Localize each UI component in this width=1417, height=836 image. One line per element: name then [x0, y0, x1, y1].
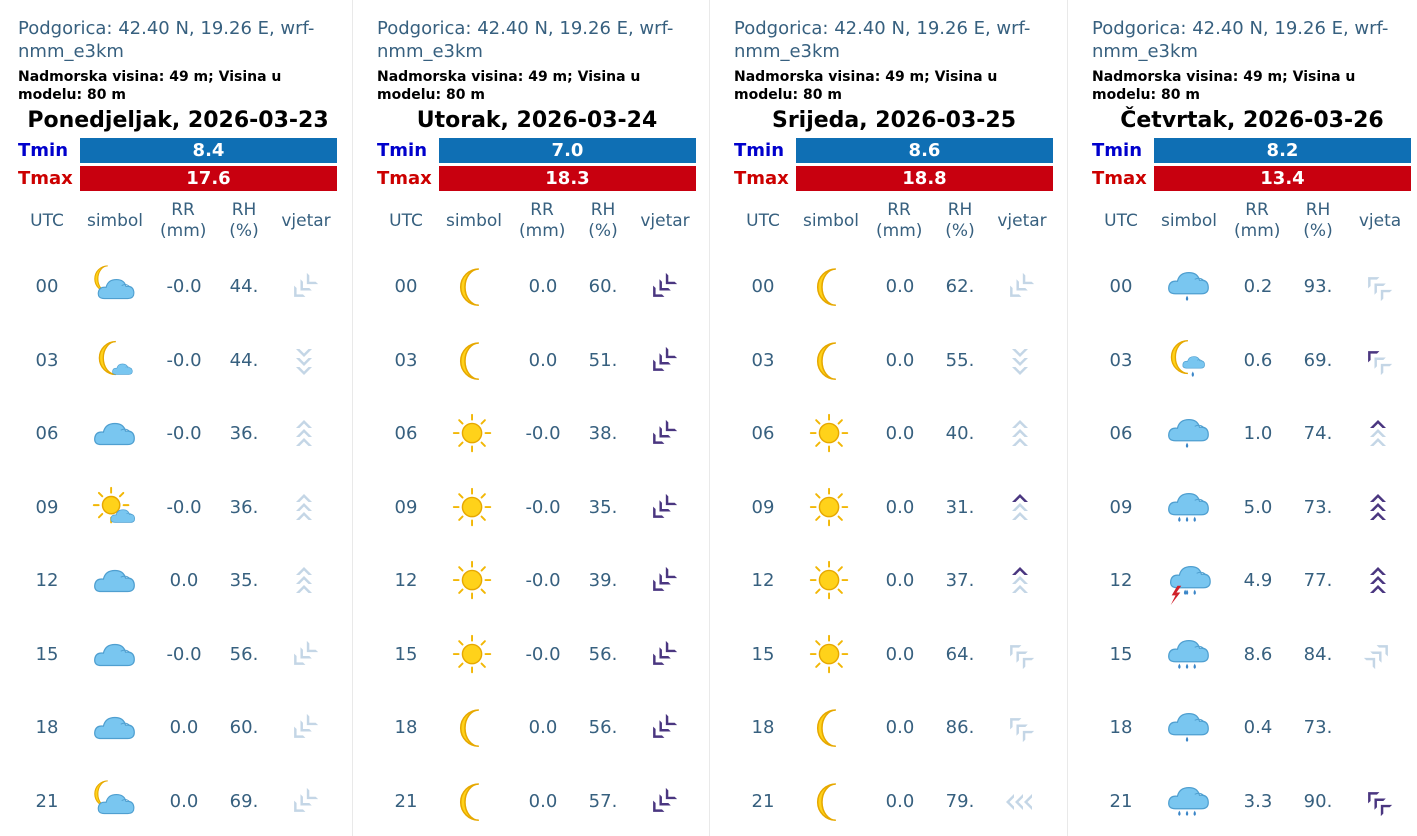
tmin-value-bar: 8.4: [80, 138, 337, 163]
moon-rain-icon: [1164, 331, 1212, 391]
humidity-value: 36.: [229, 423, 259, 444]
forecast-day-column: [18, 0, 357, 836]
forecast-row: [734, 257, 1073, 317]
forecast-row: [1092, 698, 1417, 758]
precipitation-value: 1.0: [1243, 423, 1273, 444]
forecast-row: [1092, 257, 1417, 317]
wind-arrow-icon: [1348, 625, 1408, 685]
utc-hour: 09: [751, 496, 775, 518]
precipitation-value: 0.4: [1243, 717, 1273, 738]
utc-hour: 06: [1109, 423, 1133, 444]
sun-icon: [806, 551, 854, 611]
wind-arrow-icon: [990, 478, 1050, 538]
humidity-value: 93.: [1303, 276, 1333, 297]
tmax-label: Tmax: [1092, 168, 1147, 189]
cloud-icon: [90, 551, 138, 611]
utc-hour: 06: [751, 423, 775, 444]
location-header: Podgorica: 42.40 N, 19.26 E, wrf-nmm_e3km: [1092, 18, 1389, 62]
utc-hour: 12: [1109, 570, 1133, 591]
forecast-row: [377, 478, 716, 538]
forecast-row: [1092, 625, 1417, 685]
rain-cloud-icon: [1164, 404, 1212, 464]
tmax-label: Tmax: [377, 168, 432, 189]
wind-arrow-icon: [633, 772, 693, 832]
wind-arrow-icon: [990, 551, 1050, 611]
wind-arrow-icon: [1348, 257, 1408, 317]
wind-arrow-icon: [633, 404, 693, 464]
location-header: Podgorica: 42.40 N, 19.26 E, wrf-nmm_e3km: [734, 18, 1031, 62]
wind-arrow-icon: [1348, 478, 1408, 538]
day-title: Utorak, 2026-03-24: [416, 108, 658, 133]
header-utc: UTC: [30, 211, 64, 231]
wind-arrow-icon: [274, 257, 334, 317]
tmax-label: Tmax: [18, 168, 73, 189]
sun-icon: [449, 478, 497, 538]
elevation-info: Nadmorska visina: 49 m; Visina u modelu: 80 m: [734, 69, 998, 103]
humidity-value: 38.: [588, 423, 618, 444]
humidity-value: 55.: [945, 349, 975, 371]
forecast-row: [734, 331, 1073, 391]
tmax-label: Tmax: [734, 168, 789, 189]
tmax-value-bar: 13.4: [1154, 166, 1411, 191]
sun-icon: [449, 404, 497, 464]
wind-arrow-icon: [1348, 551, 1408, 611]
tmin-label: Tmin: [1092, 140, 1143, 161]
tmax-value-bar: 18.3: [439, 166, 696, 191]
tmax-value-bar: 18.8: [796, 166, 1053, 191]
utc-hour: 09: [394, 496, 418, 518]
wind-arrow-icon: [274, 698, 334, 758]
forecast-row: [734, 404, 1073, 464]
humidity-value: 40.: [945, 423, 975, 444]
humidity-value: 64.: [945, 643, 975, 665]
sun-icon: [449, 625, 497, 685]
forecast-row: [377, 625, 716, 685]
elevation-info: Nadmorska visina: 49 m; Visina u modelu: 80 m: [18, 69, 282, 103]
forecast-row: [1092, 404, 1417, 464]
forecast-row: [1092, 331, 1417, 391]
precipitation-value: -0.0: [166, 643, 202, 665]
cloud-icon: [90, 698, 138, 758]
wind-arrow-icon: [1348, 404, 1408, 464]
humidity-value: 44.: [229, 349, 259, 371]
heavy-rain-cloud-icon: [1164, 772, 1212, 832]
header-wind: vjetar: [281, 211, 331, 231]
precipitation-value: 0.0: [885, 349, 915, 371]
utc-hour: 03: [35, 349, 59, 371]
moon-icon: [806, 257, 854, 317]
precipitation-value: -0.0: [525, 643, 561, 665]
header-rh: RH (%): [229, 200, 259, 241]
sun-icon: [806, 478, 854, 538]
humidity-value: 90.: [1303, 790, 1333, 812]
header-utc: UTC: [1104, 211, 1138, 231]
precipitation-value: 3.3: [1243, 790, 1273, 812]
utc-hour: 21: [35, 790, 59, 812]
utc-hour: 18: [1109, 717, 1133, 738]
wind-arrow-icon: [274, 331, 334, 391]
forecast-row: [734, 551, 1073, 611]
precipitation-value: 0.0: [528, 790, 558, 812]
utc-hour: 12: [35, 570, 59, 591]
tmax-value-bar: 17.6: [80, 166, 337, 191]
utc-hour: 00: [751, 276, 775, 297]
utc-hour: 21: [1109, 790, 1133, 812]
humidity-value: 79.: [945, 790, 975, 812]
forecast-row: [377, 551, 716, 611]
tmin-value-bar: 8.6: [796, 138, 1053, 163]
utc-hour: 15: [35, 643, 59, 665]
wind-arrow-icon: [633, 698, 693, 758]
precipitation-value: 0.0: [169, 570, 199, 591]
wind-arrow-icon: [633, 331, 693, 391]
precipitation-value: 0.0: [885, 643, 915, 665]
tmin-value-bar: 8.2: [1154, 138, 1411, 163]
forecast-row: [1092, 772, 1417, 832]
utc-hour: 18: [35, 717, 59, 738]
humidity-value: 51.: [588, 349, 618, 371]
utc-hour: 09: [35, 496, 59, 518]
forecast-row: [18, 772, 357, 832]
header-rr: RR (mm): [519, 200, 566, 241]
precipitation-value: 5.0: [1243, 496, 1273, 518]
moon-icon: [806, 331, 854, 391]
precipitation-value: 0.0: [169, 790, 199, 812]
precipitation-value: 8.6: [1243, 643, 1273, 665]
precipitation-value: 0.0: [528, 717, 558, 738]
utc-hour: 03: [1109, 349, 1133, 371]
header-utc: UTC: [389, 211, 423, 231]
elevation-info: Nadmorska visina: 49 m; Visina u modelu: 80 m: [377, 69, 641, 103]
moon-icon: [449, 331, 497, 391]
forecast-row: [377, 698, 716, 758]
header-rr: RR (mm): [1234, 200, 1281, 241]
elevation-info: Nadmorska visina: 49 m; Visina u modelu: 80 m: [1092, 69, 1356, 103]
moon-cloud-icon: [90, 257, 138, 317]
tmin-value-bar: 7.0: [439, 138, 696, 163]
humidity-value: 73.: [1303, 496, 1333, 518]
humidity-value: 73.: [1303, 717, 1333, 738]
heavy-rain-cloud-icon: [1164, 478, 1212, 538]
humidity-value: 35.: [588, 496, 618, 518]
forecast-row: [18, 478, 357, 538]
sun-small-cloud-icon: [90, 478, 138, 538]
header-symbol: simbol: [445, 211, 503, 231]
precipitation-value: 0.0: [169, 717, 199, 738]
header-symbol: simbol: [1160, 211, 1218, 231]
precipitation-value: -0.0: [166, 423, 202, 444]
humidity-value: 56.: [588, 717, 618, 738]
humidity-value: 56.: [229, 643, 259, 665]
precipitation-value: 0.0: [885, 496, 915, 518]
utc-hour: 18: [394, 717, 418, 738]
header-wind: vjetar: [640, 211, 690, 231]
humidity-value: 44.: [229, 276, 259, 297]
moon-icon: [449, 772, 497, 832]
humidity-value: 69.: [229, 790, 259, 812]
utc-hour: 09: [1109, 496, 1133, 518]
forecast-row: [377, 257, 716, 317]
wind-arrow-icon: [990, 698, 1050, 758]
humidity-value: 77.: [1303, 570, 1333, 591]
utc-hour: 21: [394, 790, 418, 812]
humidity-value: 84.: [1303, 643, 1333, 665]
utc-hour: 00: [35, 276, 59, 297]
header-rh: RH (%): [945, 200, 975, 241]
forecast-row: [734, 698, 1073, 758]
precipitation-value: 0.2: [1243, 276, 1273, 297]
wind-arrow-icon: [990, 257, 1050, 317]
humidity-value: 36.: [229, 496, 259, 518]
wind-arrow-icon: [990, 404, 1050, 464]
header-symbol: simbol: [86, 211, 144, 231]
wind-arrow-icon: [1348, 331, 1408, 391]
wind-arrow-icon: [633, 478, 693, 538]
precipitation-value: 0.0: [885, 570, 915, 591]
utc-hour: 06: [35, 423, 59, 444]
day-title: Srijeda, 2026-03-25: [771, 108, 1017, 133]
heavy-rain-cloud-icon: [1164, 625, 1212, 685]
rain-cloud-icon: [1164, 257, 1212, 317]
header-symbol: simbol: [802, 211, 860, 231]
forecast-row: [18, 551, 357, 611]
humidity-value: 60.: [229, 717, 259, 738]
forecast-row: [18, 257, 357, 317]
humidity-value: 56.: [588, 643, 618, 665]
wind-arrow-icon: [633, 257, 693, 317]
wind-arrow-icon: [274, 772, 334, 832]
precipitation-value: 0.0: [885, 790, 915, 812]
tmin-label: Tmin: [734, 140, 785, 161]
thunderstorm-icon: [1164, 551, 1212, 611]
forecast-row: [18, 331, 357, 391]
wind-arrow-icon: [990, 772, 1050, 832]
precipitation-value: 0.0: [885, 717, 915, 738]
rain-cloud-icon: [1164, 698, 1212, 758]
forecast-row: [1092, 478, 1417, 538]
forecast-row: [734, 478, 1073, 538]
precipitation-value: -0.0: [166, 349, 202, 371]
header-rr: RR (mm): [876, 200, 923, 241]
utc-hour: 03: [394, 349, 418, 371]
moon-icon: [449, 257, 497, 317]
wind-arrow-icon: [990, 331, 1050, 391]
header-rh: RH (%): [1303, 200, 1333, 241]
forecast-row: [1092, 551, 1417, 611]
humidity-value: 74.: [1303, 423, 1333, 444]
header-wind: vjetar: [997, 211, 1047, 231]
forecast-day-column: [709, 0, 1049, 836]
moon-small-cloud-icon: [90, 331, 138, 391]
precipitation-value: 0.0: [885, 423, 915, 444]
wind-arrow-icon: [990, 625, 1050, 685]
forecast-row: [377, 772, 716, 832]
header-rh: RH (%): [588, 200, 618, 241]
precipitation-value: -0.0: [166, 496, 202, 518]
wind-arrow-icon: [633, 551, 693, 611]
utc-hour: 15: [394, 643, 418, 665]
forecast-row: [18, 625, 357, 685]
moon-icon: [806, 698, 854, 758]
precipitation-value: 0.0: [885, 276, 915, 297]
forecast-row: [18, 698, 357, 758]
humidity-value: 31.: [945, 496, 975, 518]
precipitation-value: 0.0: [528, 276, 558, 297]
humidity-value: 37.: [945, 570, 975, 591]
forecast-row: [377, 404, 716, 464]
header-rr: RR (mm): [160, 200, 207, 241]
utc-hour: 15: [751, 643, 775, 665]
utc-hour: 03: [751, 349, 775, 371]
wind-arrow-icon: [274, 478, 334, 538]
forecast-day-column: [352, 0, 692, 836]
utc-hour: 15: [1109, 643, 1133, 665]
tmin-label: Tmin: [18, 140, 69, 161]
wind-arrow-icon: [1348, 698, 1408, 758]
wind-arrow-icon: [1348, 772, 1408, 832]
moon-icon: [449, 698, 497, 758]
utc-hour: 06: [394, 423, 418, 444]
forecast-day-column: [1067, 0, 1407, 836]
utc-hour: 00: [1109, 276, 1133, 297]
wind-arrow-icon: [274, 625, 334, 685]
forecast-row: [734, 772, 1073, 832]
utc-hour: 18: [751, 717, 775, 738]
header-wind: vjeta: [1358, 211, 1402, 231]
day-title: Četvrtak, 2026-03-26: [1120, 108, 1384, 133]
moon-cloud-icon: [90, 772, 138, 832]
utc-hour: 21: [751, 790, 775, 812]
sun-icon: [449, 551, 497, 611]
humidity-value: 69.: [1303, 349, 1333, 371]
precipitation-value: 4.9: [1243, 570, 1273, 591]
sun-icon: [806, 625, 854, 685]
wind-arrow-icon: [274, 404, 334, 464]
location-header: Podgorica: 42.40 N, 19.26 E, wrf-nmm_e3km: [18, 18, 315, 62]
wind-arrow-icon: [633, 625, 693, 685]
precipitation-value: -0.0: [166, 276, 202, 297]
cloud-icon: [90, 625, 138, 685]
humidity-value: 57.: [588, 790, 618, 812]
humidity-value: 60.: [588, 276, 618, 297]
wind-arrow-icon: [274, 551, 334, 611]
forecast-row: [377, 331, 716, 391]
sun-icon: [806, 404, 854, 464]
precipitation-value: -0.0: [525, 570, 561, 591]
precipitation-value: 0.6: [1243, 349, 1273, 371]
precipitation-value: 0.0: [528, 349, 558, 371]
forecast-row: [18, 404, 357, 464]
humidity-value: 62.: [945, 276, 975, 297]
precipitation-value: -0.0: [525, 423, 561, 444]
tmin-label: Tmin: [377, 140, 428, 161]
humidity-value: 35.: [229, 570, 259, 591]
utc-hour: 12: [394, 570, 418, 591]
location-header: Podgorica: 42.40 N, 19.26 E, wrf-nmm_e3km: [377, 18, 674, 62]
utc-hour: 12: [751, 570, 775, 591]
humidity-value: 39.: [588, 570, 618, 591]
cloud-icon: [90, 404, 138, 464]
precipitation-value: -0.0: [525, 496, 561, 518]
day-title: Ponedjeljak, 2026-03-23: [27, 108, 329, 133]
utc-hour: 00: [394, 276, 418, 297]
forecast-row: [734, 625, 1073, 685]
humidity-value: 86.: [945, 717, 975, 738]
moon-icon: [806, 772, 854, 832]
header-utc: UTC: [746, 211, 780, 231]
